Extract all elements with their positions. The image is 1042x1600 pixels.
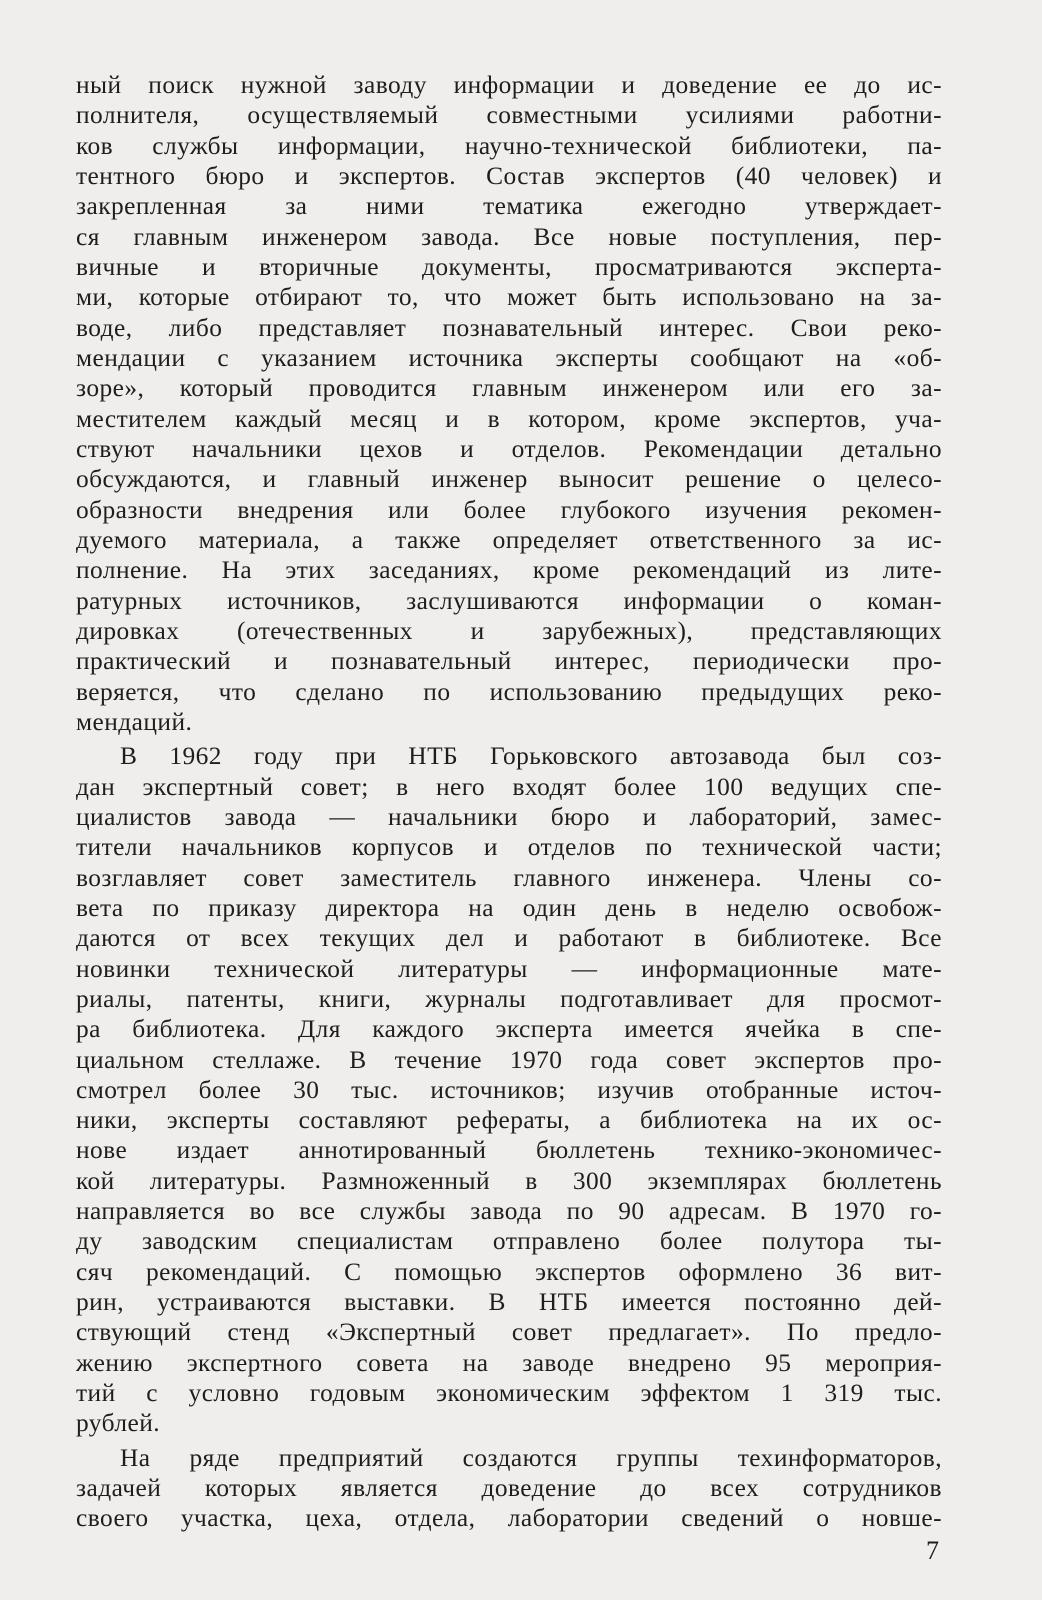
text-line: новинки технической литературы — информационные мате-	[76, 954, 942, 983]
text-line: циалистов завода — начальники бюро и лабораторий, замес-	[76, 802, 942, 831]
text-line: тители начальников корпусов и отделов по технической части;	[76, 833, 942, 862]
text-line: ся главным инженером завода. Все новые поступления, пер-	[76, 222, 942, 251]
text-line: ствующий стенд «Экспертный совет предлагает». По предло-	[76, 1318, 942, 1347]
text-line: циальном стеллаже. В течение 1970 года совет экспертов про-	[76, 1045, 942, 1074]
text-line: На ряде предприятий создаются группы техинформаторов,	[120, 1443, 942, 1472]
text-line: полнение. На этих заседаниях, кроме рекомендаций из лите-	[76, 556, 942, 585]
text-line: рин, устраиваются выставки. В НТБ имеется постоянно дей-	[76, 1288, 942, 1317]
text-line: даются от всех текущих дел и работают в библиотеке. Все	[76, 924, 942, 953]
text-line: дуемого материала, а также определяет ответственного за ис-	[76, 525, 942, 554]
paragraph	[76, 741, 942, 1439]
text-line: возглавляет совет заместитель главного инженера. Члены со-	[76, 863, 942, 892]
text-line: веряется, что сделано по использованию предыдущих реко-	[76, 677, 942, 706]
text-line: ду заводским специалистам отправлено более полутора ты-	[76, 1227, 942, 1256]
text-line: смотрел более 30 тыс. источников; изучив отобранные источ-	[76, 1075, 942, 1104]
text-line: местителем каждый месяц и в котором, кроме экспертов, уча-	[76, 404, 942, 433]
text-line: дан экспертный совет; в него входят более 100 ведущих спе-	[76, 772, 942, 801]
text-line: мендации с указанием источника эксперты сообщают на «об-	[76, 343, 942, 372]
text-line: практический и познавательный интерес, периодически про-	[76, 647, 942, 676]
paragraph	[76, 70, 942, 737]
text-line: ра библиотека. Для каждого эксперта имеется ячейка в спе-	[76, 1015, 942, 1044]
text-line: ков службы информации, научно-технической библиотеки, па-	[76, 131, 942, 160]
text-line: образности внедрения или более глубокого изучения рекомен-	[76, 495, 942, 524]
text-line: закрепленная за ними тематика ежегодно утверждает-	[76, 192, 942, 221]
text-line: тентного бюро и экспертов. Состав экспертов (40 человек) и	[76, 161, 942, 190]
text-line: риалы, патенты, книги, журналы подготавливает для просмот-	[76, 984, 942, 1013]
text-line: ный поиск нужной заводу информации и доведение ее до ис-	[76, 71, 942, 99]
text-line: В 1962 году при НТБ Горьковского автозавода был соз-	[120, 742, 942, 771]
text-line: кой литературы. Размноженный в 300 экземплярах бюллетень	[76, 1166, 942, 1195]
text-line: сяч рекомендаций. С помощью экспертов оформлено 36 вит-	[76, 1257, 942, 1286]
text-line: направляется во все службы завода по 90 адресам. В 1970 го-	[76, 1197, 942, 1226]
text-line: ми, которые отбирают то, что может быть использовано на за-	[76, 283, 942, 312]
paragraph	[76, 1443, 942, 1534]
text-line: ники, эксперты составляют рефераты, а библиотека на их ос-	[76, 1106, 942, 1135]
body-text	[76, 70, 942, 1534]
text-line: своего участка, цеха, отдела, лаборатории сведений о новше-	[76, 1504, 942, 1533]
text-line: жению экспертного совета на заводе внедрено 95 мероприя-	[76, 1348, 942, 1377]
text-line: обсуждаются, и главный инженер выносит решение о целесо-	[76, 465, 942, 494]
text-line: ратурных источников, заслушиваются информации о коман-	[76, 586, 942, 615]
page-number: 7	[926, 1536, 939, 1565]
text-line: вичные и вторичные документы, просматриваются эксперта-	[76, 252, 942, 281]
text-line: дировках (отечественных и зарубежных), представляющих	[76, 616, 942, 645]
text-line: вета по приказу директора на один день в неделю освобож-	[76, 893, 942, 922]
text-line: ствуют начальники цехов и отделов. Рекомендации детально	[76, 434, 942, 463]
text-line: полнителя, осуществляемый совместными усилиями работни-	[76, 101, 942, 130]
text-line: воде, либо представляет познавательный интерес. Свои реко-	[76, 313, 942, 342]
text-line: тий с условно годовым экономическим эффектом 1 319 тыс.	[76, 1379, 942, 1408]
text-line: зоре», который проводится главным инженером или его за-	[76, 374, 942, 403]
text-line: мендаций.	[76, 707, 193, 736]
text-line: нове издает аннотированный бюллетень технико-экономичес-	[76, 1136, 942, 1165]
text-line: рублей.	[76, 1409, 161, 1438]
text-line: задачей которых является доведение до всех сотрудников	[76, 1474, 942, 1503]
